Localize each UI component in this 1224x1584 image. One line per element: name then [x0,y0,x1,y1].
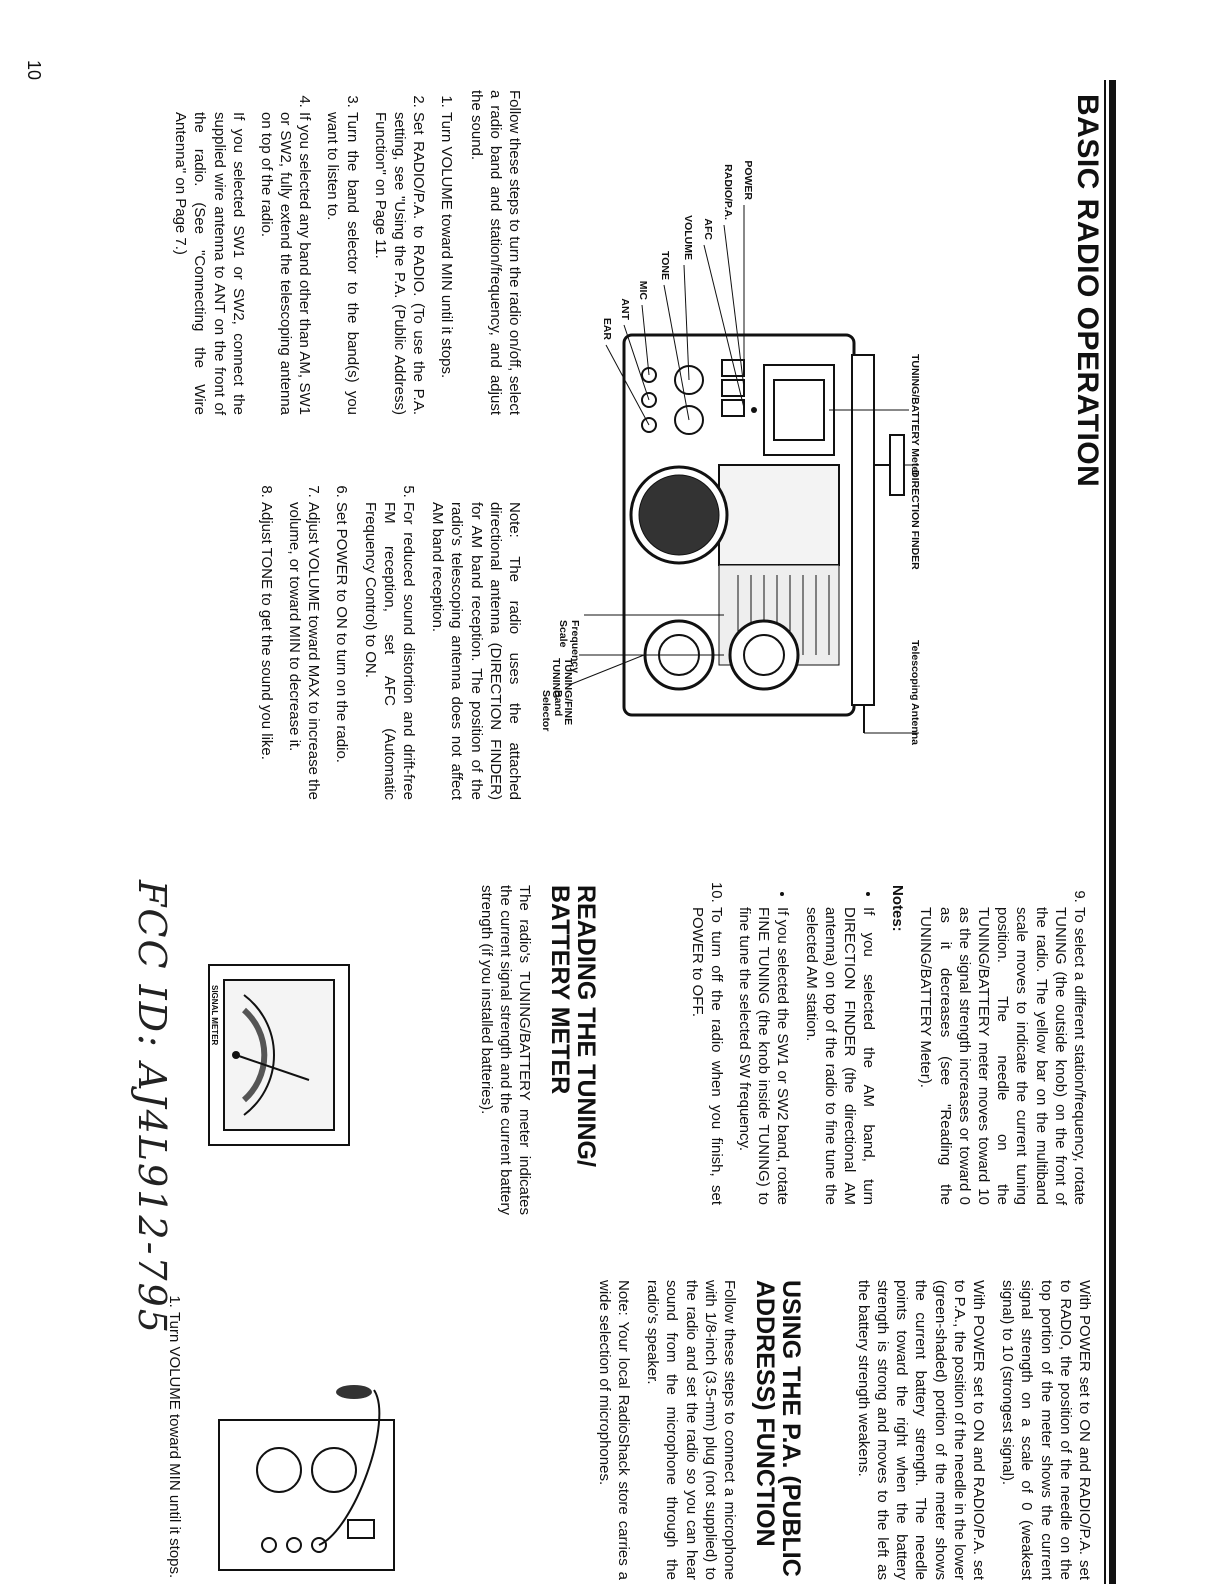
label-band-selector: Band Selector [539,690,564,732]
note-sw: • If you selected the SW1 or SW2 band, rotate FINE TUNING (the knob inside TUNING) to fine tune the selected SW frequency. [735,907,793,1205]
steps-list-1 [257,90,457,415]
step-3: 3. Turn the band selector to the band(s) you want to listen to. [323,112,361,415]
label-afc: AFC [702,218,714,240]
step-10: 10. To turn off the radio when you finish, set POWER to OFF. [687,907,725,1205]
note-am: • If you selected the AM band, turn DIRECTION FINDER (the directional AM antenna) on top of the radio to fine tune the selected AM station. [801,907,878,1205]
pa-note: Note: Your local RadioShack store carries a wide selection of microphones. [595,1280,633,1580]
left-column [161,90,524,415]
label-frequency-scale: Frequency Scale [556,620,581,674]
meter-paragraph: The radio's TUNING/BATTERY meter indicates the current signal strength and the current battery strength (if you installed batteries). [477,885,533,1215]
steps-list-3 [916,885,1089,1205]
label-ant: ANT [619,298,631,320]
pa-column [585,1280,739,1580]
step-6: 6. Set POWER to ON to turn on the radio. [332,502,351,800]
step-8: 8. Adjust TONE to get the sound you like. [257,502,276,800]
pa-heading: USING THE P.A. (PUBLIC ADDRESS) FUNCTION [750,1280,805,1577]
notes-list [735,885,878,1205]
meter-signal-paragraph: With POWER set to ON and RADIO/P.A. set to RADIO, the position of the needle on the top portion of the meter shows the current signal strength on a scale of 0 (weakest signal) to 10 (strongest signal). [999,1280,1093,1580]
pa-steps-list [165,1290,184,1580]
step-2: 2. Set RADIO/P.A. to RADIO. (To use the P.A. setting, see "Using the P.A. (Public Address) Function" on Page 11. [371,112,429,415]
label-tuning-fine: TUNING/FINE TUNING [549,658,574,726]
pa-paragraph: Follow these steps to connect a microphone with 1/8-inch (3.5-mm) plug (not supplied) to the radio and set the radio so you can hear sound from the microphone through the radio's speaker. [644,1280,738,1580]
label-radio-pa: RADIO/P.A. [722,164,734,220]
fourth-column [844,1280,1094,1580]
label-volume: VOLUME [682,215,694,260]
handwritten-fcc-id: FCC ID: AJ4L912-795 [130,880,174,1335]
label-power: POWER [742,160,754,200]
pa-steps [156,1290,184,1580]
label-mic: MIC [637,280,649,300]
microphone-illustration [214,1380,414,1580]
header-rule [1109,80,1116,1584]
pa-step-1: 1. Turn VOLUME toward MIN until it stops. [165,1312,184,1580]
step-9: 9. To select a different station/frequency, rotate TUNING (the outside knob) on the front of the radio. The yellow bar on the multiband scale moves to indicate the current tuning position. The needle on the TUNING/BATTERY meter moves toward 10 as the signal strength increases or toward 0 as it decreases (see "Reading the TUNING/BATTERY Meter). [916,907,1089,1205]
notes-heading: Notes: [889,885,907,932]
page-number: 10 [24,60,44,81]
signal-meter-illustration [204,960,354,1150]
label-telescoping-antenna: Telescoping Antenna [909,640,921,746]
steps-list-4 [687,885,725,1205]
step-1: 1. Turn VOLUME toward MIN until it stops. [437,112,456,415]
step-4: 4. If you selected any band other than AM, SW1 or SW2, fully extend the telescoping antenna on top of the radio. [257,112,315,415]
meter-heading: READING THE TUNING/ BATTERY METER [545,885,600,1167]
middle-column [248,480,524,800]
meter-figure-caption: SIGNAL METER [210,985,219,1046]
label-direction-finder: DIRECTION FINDER [909,470,921,570]
header-rule-thin [1104,80,1106,1584]
step-5: 5. For reduced sound distortion and drift-free FM reception, set AFC (Automatic Frequency Control) to ON. [361,502,419,800]
step-7: 7. Adjust VOLUME toward MAX to increase the volume, or toward MIN to decrease it. [285,502,323,800]
steps-list-2 [257,480,418,800]
third-column [678,885,1089,1205]
meter-battery-paragraph: With POWER set to ON and RADIO/P.A. set to P.A., the position of the needle in the lower (green-shaded) portion of the meter shows the current battery strength. The needle points toward the right when the battery strength is strong and moves to the left as the battery strength weakens. [854,1280,988,1580]
label-ear: EAR [601,317,613,340]
note-direction-finder: Note: The radio uses the attached directional antenna (DIRECTION FINDER) for AM band reception. The position of the radio's telescoping antenna does not affect AM band reception. [429,502,523,800]
sw-antenna-note: If you selected SW1 or SW2, connect the supplied wire antenna to ANT on the front of the radio. (See "Connecting the Wire Antenna" on Page 7.) [172,112,247,415]
label-tuning-battery-meter: TUNING/BATTERY Meter [909,354,921,477]
intro-paragraph: Follow these steps to turn the radio on/off, select a radio band and station/frequency, and adjust the sound. [467,90,523,415]
page-title: BASIC RADIO OPERATION [1071,94,1104,488]
label-tone: TONE [659,251,671,280]
